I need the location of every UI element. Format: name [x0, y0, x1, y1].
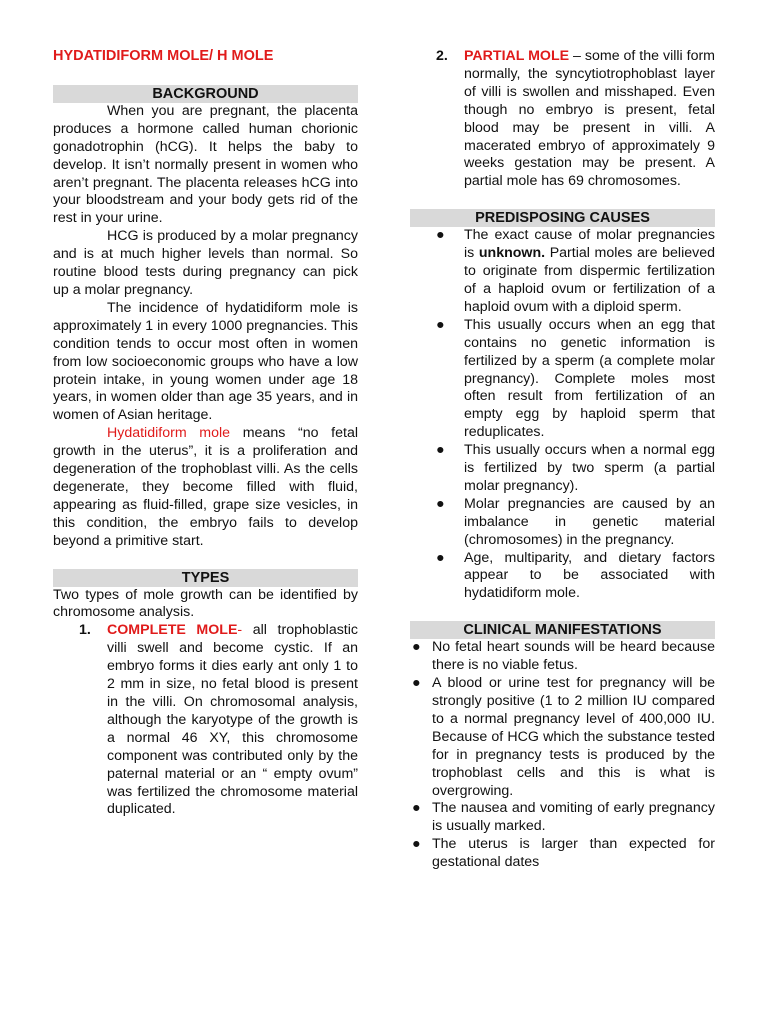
types-list-right [410, 48, 715, 191]
predisposing-list [410, 227, 715, 603]
type-complete-mole [53, 622, 358, 819]
list-number: 1. [79, 622, 91, 639]
list-item: ● No fetal heart sounds will be heard because there is no viable fetus. [412, 639, 715, 674]
bullet-icon: ● [436, 227, 445, 244]
complete-mole-text: all trophoblastic villi swell and become cystic. If an embryo forms it dies early ant only 1 to 2 mm in size, no fetal blood is present in the villi. On chromosomal analysis, although the karyotype of the growth is a normal 46 XY, this chromosome component was contributed only by the paternal material or an “ empty ovum” was fertilized the chromosome material duplicated. [107, 622, 358, 818]
unknown-emphasis: unknown. [478, 245, 546, 262]
list-item: ● The uterus is larger than expected for gestational dates [412, 836, 715, 871]
clinical-list [410, 639, 715, 872]
bullet-icon: ● [412, 800, 421, 817]
left-column [53, 48, 358, 819]
partial-mole-term: PARTIAL MOLE [464, 48, 570, 64]
background-paragraph-1: When you are pregnant, the placenta produces a hormone called human chorionic gonadotrophin (hCG). It helps the baby to develop. It isn’t normally present in women who aren’t pregnant. The placenta releases hCG into your bloodstream and your body gets rid of the rest in your urine. [53, 102, 358, 227]
bullet-icon: ● [436, 549, 445, 566]
bullet-icon: ● [412, 836, 421, 853]
bullet-icon: ● [436, 316, 445, 333]
term-separator: - [237, 622, 253, 639]
types-heading: TYPES [53, 569, 358, 587]
predisposing-heading: PREDISPOSING CAUSES [410, 209, 715, 227]
clinical-heading: CLINICAL MANIFESTATIONS [410, 621, 715, 639]
list-item: ● Age, multiparity, and dietary factors appear to be associated with hydatidiform mole. [436, 549, 715, 602]
background-paragraph-3: The incidence of hydatidiform mole is approximately 1 in every 1000 pregnancies. This condition tends to occur most often in women from low socioeconomic groups who have a low protein intake, in young women under age 18 years, in women older than age 35 years, and in women of Asian heritage. [53, 299, 358, 424]
background-heading: BACKGROUND [53, 85, 358, 103]
list-number: 2. [436, 48, 448, 64]
types-intro: Two types of mole growth can be identified by chromosome analysis. [53, 586, 358, 621]
background-paragraph-4 [53, 425, 358, 550]
list-item: ● A blood or urine test for pregnancy will be strongly positive (1 to 2 million IU compared to a normal pregnancy level of 400,000 IU. Because of HCG which the substance tested for in pregnancy tests is produced by the trophoblast cells and this is what is overgrowing. [412, 675, 715, 799]
document-title: HYDATIDIFORM MOLE/ H MOLE [53, 48, 274, 64]
complete-mole-term: COMPLETE MOLE [107, 622, 238, 639]
list-item: ● The nausea and vomiting of early pregnancy is usually marked. [412, 800, 715, 835]
type-partial-mole [410, 48, 715, 191]
bullet-icon: ● [412, 675, 421, 692]
hydatidiform-mole-term: Hydatidiform mole [107, 425, 231, 442]
bullet-icon: ● [436, 495, 445, 512]
types-list-left [53, 622, 358, 819]
list-item: ● Molar pregnancies are caused by an imbalance in genetic material (chromosomes) in the pregnancy. [436, 495, 715, 548]
partial-mole-text: some of the villi form normally, the syncytiotrophoblast layer of villi is swollen and misshaped. Even though no embryo is present, fetal blood may be present in villi. A macerated embryo of approximately 9 weeks gestation may be present. A partial mole has 69 chromosomes. [464, 48, 715, 190]
hydatidiform-mole-definition: means “no fetal growth in the uterus”, it is a proliferation and degeneration of the trophoblast villi. As the cells degenerate, they become filled with fluid, appearing as fluid-filled, grape size vesicles, in this condition, the embryo fails to develop beyond a primitive start. [53, 425, 358, 549]
list-item: ● This usually occurs when an egg that contains no genetic information is fertilized by a sperm (a complete molar pregnancy). Complete moles most often result from fertilization of an empty egg by haploid sperm that reduplicates. [436, 316, 715, 441]
term-separator: – [569, 48, 585, 64]
list-item: ● This usually occurs when a normal egg is fertilized by two sperm (a partial molar pregnancy). [436, 442, 715, 494]
bullet-icon: ● [436, 442, 445, 459]
list-item: ● The exact cause of molar pregnancies is unknown. Partial moles are believed to originate from dispermic fertilization of a haploid ovum or fertilization of a haploid ovum with a diploid sperm. [436, 227, 715, 315]
right-column [410, 48, 715, 872]
bullet-icon: ● [412, 639, 421, 656]
background-paragraph-2: HCG is produced by a molar pregnancy and is at much higher levels than normal. So routine blood tests during pregnancy can pick up a molar pregnancy. [53, 228, 358, 298]
